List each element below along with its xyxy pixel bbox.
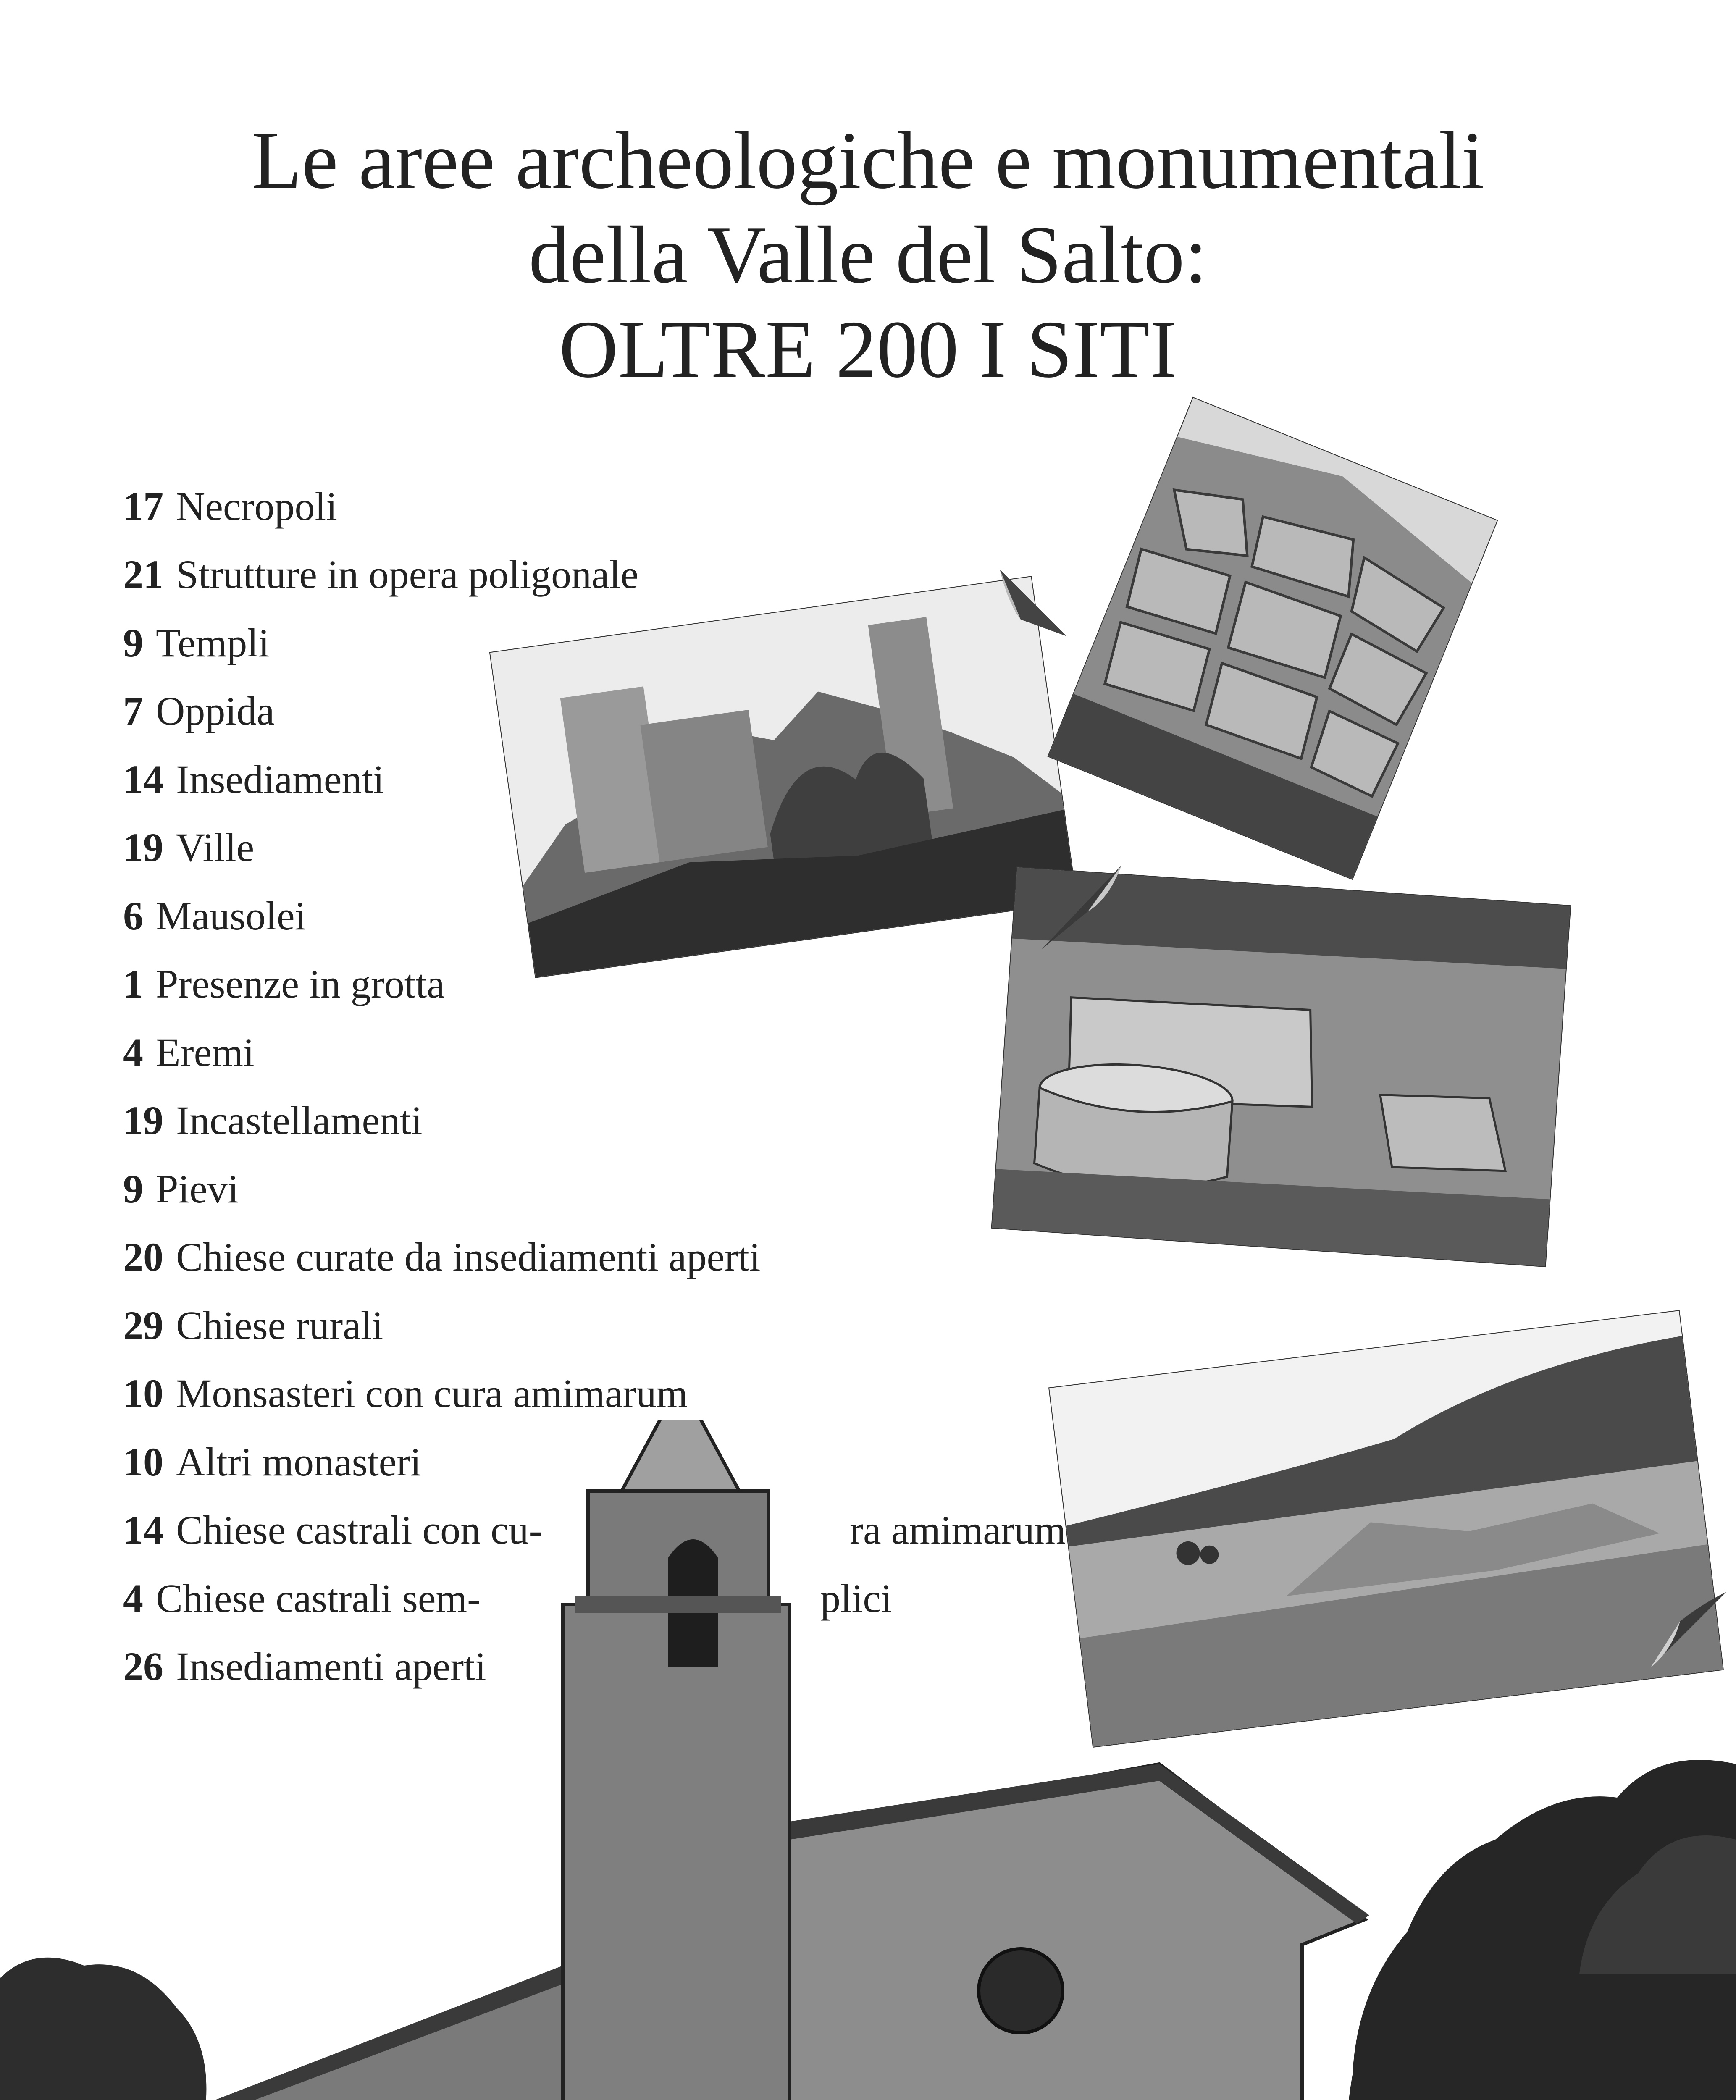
site-label: Pievi [156,1166,239,1211]
site-label: Chiese curate da insediamenti aperti [176,1234,761,1279]
site-count: 1 [123,961,143,1006]
list-item [123,824,254,871]
site-label: Incastellamenti [176,1098,423,1143]
list-item [123,961,445,1007]
page-curl-icon [995,565,1071,640]
site-label: Ville [176,825,255,870]
page-curl-icon [1037,861,1130,953]
site-label: Chiese rurali [176,1303,383,1348]
site-count: 4 [123,1576,143,1621]
page-title [0,113,1736,397]
list-item [123,1166,239,1212]
site-label: Necropoli [176,484,337,529]
site-label: Altri monasteri [176,1439,421,1484]
title-line-1: Le aree archeologiche e monumentali [252,115,1484,206]
site-label: Templi [156,620,270,665]
title-line-2: della Valle del Salto: [528,210,1208,300]
site-count: 10 [123,1439,163,1484]
site-count: 9 [123,620,143,665]
site-count: 9 [123,1166,143,1211]
site-count: 21 [123,552,163,597]
site-count: 10 [123,1371,163,1416]
list-item [123,1370,688,1417]
polygonal-wall-photo [1048,398,1497,879]
site-label: Insediamenti aperti [176,1644,486,1689]
site-count: 19 [123,1098,163,1143]
site-label-continuation: plici [820,1576,892,1621]
site-label: Oppida [156,688,275,733]
site-label: Eremi [156,1030,255,1075]
site-label: Chiese castrali sem- [156,1576,481,1621]
list-item [123,1234,760,1280]
site-count: 20 [123,1234,163,1279]
site-label: Mausolei [156,893,306,938]
title-line-3: OLTRE 200 I SITI [559,304,1177,395]
site-label: Presenze in grotta [156,961,445,1006]
list-item [123,483,337,530]
church-photo [0,1420,1736,2100]
site-count: 29 [123,1303,163,1348]
list-item [123,1302,383,1349]
site-count: 4 [123,1030,143,1075]
site-label: Insediamenti [176,757,384,802]
list-item [123,620,270,666]
site-label-continuation: ra amimarum [850,1507,1066,1552]
site-label: Monsasteri con cura amimarum [176,1371,688,1416]
castle-ruins-photo [490,577,1077,977]
list-item [123,1097,422,1144]
site-count: 26 [123,1644,163,1689]
site-count: 19 [123,825,163,870]
site-count: 14 [123,757,163,802]
list-item [123,756,384,803]
site-count: 7 [123,688,143,733]
site-label: Chiese castrali con cu- [176,1507,542,1552]
site-count: 14 [123,1507,163,1552]
list-item [123,688,275,734]
list-item [123,1029,255,1076]
list-item [123,551,638,598]
site-count: 17 [123,484,163,529]
list-item [123,892,306,939]
site-label: Strutture in opera poligonale [176,552,639,597]
site-count: 6 [123,893,143,938]
